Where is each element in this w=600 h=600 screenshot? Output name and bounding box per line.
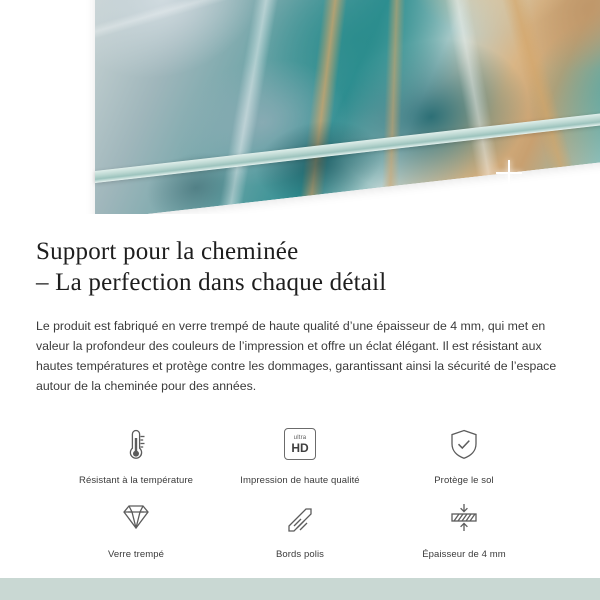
feature-label-temperature: Résistant à la température: [78, 475, 194, 486]
feature-list: [36, 422, 564, 560]
thermometer-icon: [119, 422, 153, 466]
feature-item-thickness: [382, 496, 546, 560]
feature-label-polished-edges: Bords polis: [275, 549, 325, 560]
feature-item-floor-protection: [382, 422, 546, 486]
ink-shadow-overlay: [95, 0, 600, 214]
polished-edges-icon: [282, 496, 318, 540]
feature-item-tempered-glass: [54, 496, 218, 560]
diamond-icon: [116, 496, 156, 540]
page-title-line-1: Support pour la cheminée: [36, 238, 299, 265]
shield-check-icon: [447, 422, 481, 466]
ultra-hd-badge-icon: [284, 422, 316, 466]
feature-item-polished-edges: [218, 496, 382, 560]
feature-label-floor-protection: Protège le sol: [434, 475, 494, 486]
page-title: [36, 236, 564, 298]
bottom-bar: [0, 578, 600, 600]
feature-label-tempered-glass: Verre trempé: [107, 549, 165, 560]
feature-label-print-quality: Impression de haute qualité: [240, 475, 360, 486]
feature-item-temperature: [54, 422, 218, 486]
glass-panel-artwork: [95, 0, 600, 214]
description-paragraph: Le produit est fabriqué en verre trempé de haute qualité d’une épaisseur de 4 mm, qui met en valeur la profondeur des couleurs de l’impression et offre un éclat élégant. Il est résistant aux hautes températures et protège contre les dommages, garantissant ainsi la sécurité de l’espace autour de la cheminée pour des années.: [36, 319, 557, 393]
feature-item-print-quality: [218, 422, 382, 486]
feature-label-thickness: Épaisseur de 4 mm: [422, 549, 506, 560]
content-area: [0, 236, 600, 560]
page-title-line-2: – La perfection dans chaque détail: [36, 269, 387, 296]
badge-hd-text: HD: [291, 440, 309, 455]
thickness-arrows-icon: [445, 496, 483, 540]
hero-image: [0, 0, 600, 214]
badge-ultra-text: ultra: [293, 434, 307, 441]
